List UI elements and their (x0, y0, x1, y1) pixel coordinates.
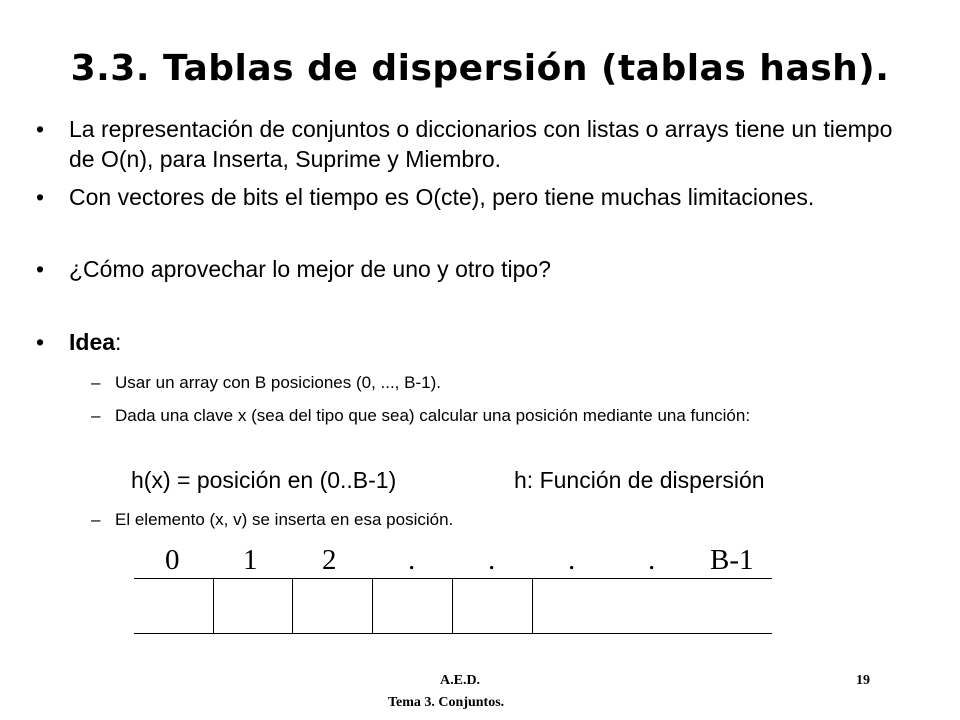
footer-course: A.E.D. (440, 673, 481, 688)
array-index-label: B-1 (710, 544, 754, 576)
bullet-text: La representación de conjuntos o diccionarios con listas o arrays tiene un tiempo de O(n), para Inserta, Suprime y Miembro. (69, 116, 893, 172)
bullet-dot: • (36, 329, 45, 355)
array-index-label: 2 (322, 544, 337, 576)
array-index-label: 0 (165, 544, 180, 576)
formula-right: h: Función de dispersión (514, 467, 765, 493)
sub-text: El elemento (x, v) se inserta en esa posición. (115, 510, 454, 529)
footer-topic: Tema 3. Conjuntos. (388, 695, 505, 710)
sub-text: Usar un array con B posiciones (0, ..., B-1). (115, 373, 441, 392)
sub-item (91, 509, 891, 531)
array-index-label: 1 (243, 544, 258, 576)
bullet-dot: • (36, 116, 45, 142)
array-cell-divider (372, 578, 373, 634)
array-cell-divider (532, 578, 533, 634)
bullet-dot: • (36, 256, 45, 282)
array-bottom-border (134, 633, 772, 634)
array-cell-divider (452, 578, 453, 634)
sub-dash: – (91, 406, 101, 425)
sub-dash: – (91, 510, 101, 529)
sub-text: Dada una clave x (sea del tipo que sea) calcular una posición mediante una función: (115, 406, 751, 425)
slide-title: 3.3. Tablas de dispersión (tablas hash). (70, 48, 890, 89)
bullet-item (36, 114, 896, 174)
sub-item (91, 372, 891, 394)
footer-page-number: 19 (856, 673, 870, 688)
bullet-text: Con vectores de bits el tiempo es O(cte), pero tiene muchas limitaciones. (69, 184, 815, 210)
sub-dash: – (91, 373, 101, 392)
bullet-text (69, 327, 896, 357)
idea-suffix: : (115, 329, 122, 355)
array-index-label: . (648, 544, 656, 576)
bullet-item (36, 182, 896, 212)
bullet-dot: • (36, 184, 45, 210)
idea-label: Idea (69, 329, 116, 355)
array-index-label: . (408, 544, 416, 576)
array-index-label: . (488, 544, 496, 576)
bullet-item (36, 254, 896, 284)
array-top-border (134, 578, 772, 579)
array-index-label: . (568, 544, 576, 576)
array-cell-divider (292, 578, 293, 634)
sub-item (91, 405, 891, 427)
bullet-item-idea (36, 327, 896, 357)
formula-left: h(x) = posición en (0..B-1) (131, 467, 397, 493)
bullet-text: ¿Cómo aprovechar lo mejor de uno y otro tipo? (69, 256, 551, 282)
array-cell-divider (213, 578, 214, 634)
